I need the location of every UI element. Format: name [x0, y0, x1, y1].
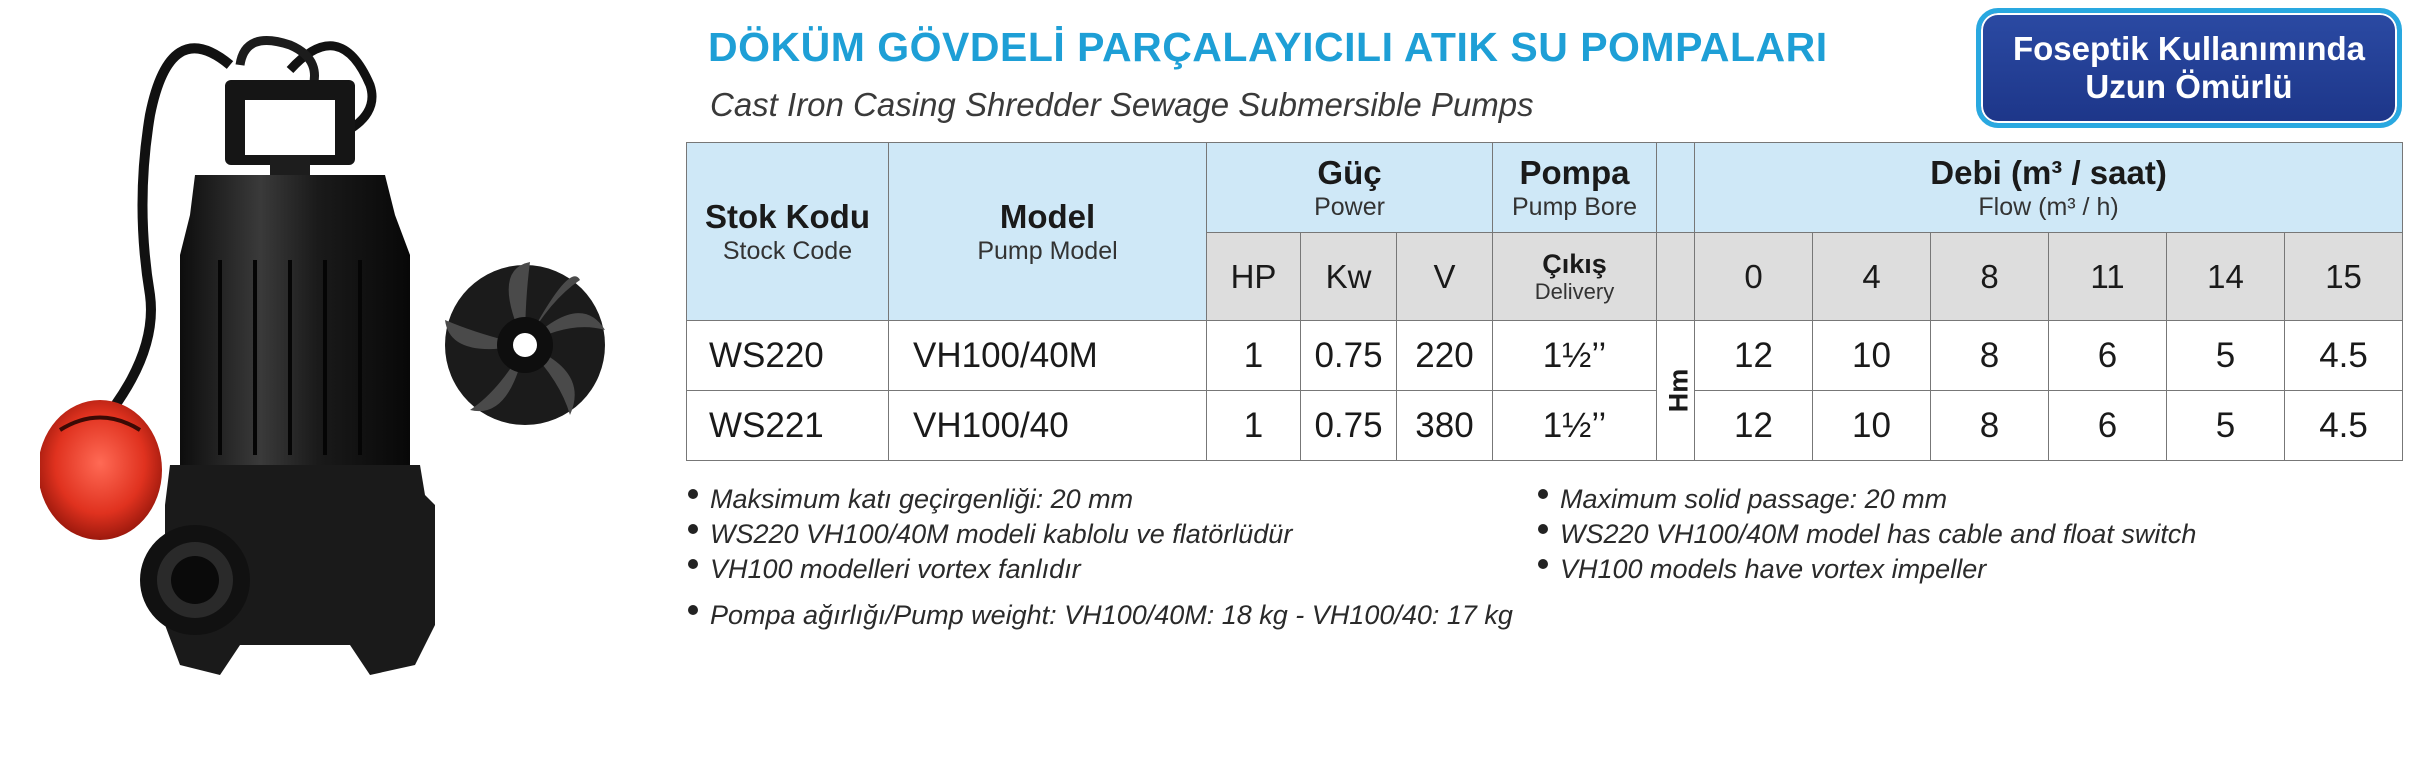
- head-label-cell: [1657, 321, 1695, 461]
- row-kw: 0.75: [1301, 321, 1397, 391]
- header-flow-14: 14: [2167, 233, 2285, 321]
- row-flow-value: 12: [1695, 391, 1813, 461]
- row-outlet: 1½’’: [1493, 321, 1657, 391]
- row-hp: 1: [1207, 321, 1301, 391]
- pump-image: [40, 25, 460, 705]
- notes-weight: [688, 598, 1513, 633]
- feature-badge: [1976, 8, 2402, 128]
- header-flow-15: 15: [2285, 233, 2403, 321]
- header-flow: Debi (m³ / saat) Flow (m³ / h): [1695, 143, 2403, 233]
- bullet-icon: [1538, 524, 1548, 534]
- header-stock-code: Stok Kodu Stock Code: [687, 143, 889, 321]
- row-flow-value: 5: [2167, 391, 2285, 461]
- list-item: VH100 modelleri vortex fanlıdır: [688, 552, 1292, 587]
- header-model: Model Pump Model: [889, 143, 1207, 321]
- badge-line-1: Foseptik Kullanımında: [2012, 30, 2366, 67]
- head-label: Hm: [1663, 368, 1694, 413]
- bullet-icon: [688, 524, 698, 534]
- bullet-icon: [1538, 559, 1548, 569]
- badge-line-2: Uzun Ömürlü: [2085, 68, 2293, 105]
- row-flow-value: 8: [1931, 391, 2049, 461]
- list-item: Maksimum katı geçirgenliği: 20 mm: [688, 482, 1292, 517]
- row-flow-value: 5: [2167, 321, 2285, 391]
- notes-turkish: [688, 482, 1292, 587]
- list-item: WS220 VH100/40M model has cable and float switch: [1538, 517, 2196, 552]
- bullet-icon: [1538, 489, 1548, 499]
- row-stock-code: WS221: [687, 391, 889, 461]
- header-spacer: [1657, 143, 1695, 233]
- row-model: VH100/40M: [889, 321, 1207, 391]
- row-flow-value: 10: [1813, 391, 1931, 461]
- row-hp: 1: [1207, 391, 1301, 461]
- row-flow-value: 4.5: [2285, 391, 2403, 461]
- row-flow-value: 12: [1695, 321, 1813, 391]
- bullet-icon: [688, 605, 698, 615]
- list-item: VH100 models have vortex impeller: [1538, 552, 2196, 587]
- list-item: Maximum solid passage: 20 mm: [1538, 482, 2196, 517]
- spec-table: [686, 142, 2403, 461]
- header-flow-11: 11: [2049, 233, 2167, 321]
- row-flow-value: 10: [1813, 321, 1931, 391]
- header-outlet: Çıkış Delivery: [1493, 233, 1657, 321]
- row-flow-value: 6: [2049, 321, 2167, 391]
- impeller-image: [430, 250, 620, 440]
- row-model: VH100/40: [889, 391, 1207, 461]
- bullet-icon: [688, 559, 698, 569]
- header-kw: Kw: [1301, 233, 1397, 321]
- header-hp: HP: [1207, 233, 1301, 321]
- header-flow-4: 4: [1813, 233, 1931, 321]
- row-kw: 0.75: [1301, 391, 1397, 461]
- table-row: [687, 391, 2403, 461]
- notes-english: [1538, 482, 2196, 587]
- bullet-icon: [688, 489, 698, 499]
- row-stock-code: WS220: [687, 321, 889, 391]
- row-v: 220: [1397, 321, 1493, 391]
- list-item: WS220 VH100/40M modeli kablolu ve flatörlüdür: [688, 517, 1292, 552]
- row-flow-value: 8: [1931, 321, 2049, 391]
- header-flow-0: 0: [1695, 233, 1813, 321]
- header-spacer-2: [1657, 233, 1695, 321]
- header-power: Güç Power: [1207, 143, 1493, 233]
- header-v: V: [1397, 233, 1493, 321]
- page-subtitle: Cast Iron Casing Shredder Sewage Submersible Pumps: [710, 86, 1534, 123]
- row-flow-value: 6: [2049, 391, 2167, 461]
- header-flow-8: 8: [1931, 233, 2049, 321]
- table-row: [687, 321, 2403, 391]
- page-title: DÖKÜM GÖVDELİ PARÇALAYICILI ATIK SU POMPALARI: [708, 24, 1828, 70]
- header-pump: Pompa Pump Bore: [1493, 143, 1657, 233]
- row-flow-value: 4.5: [2285, 321, 2403, 391]
- row-outlet: 1½’’: [1493, 391, 1657, 461]
- row-v: 380: [1397, 391, 1493, 461]
- list-item: Pompa ağırlığı/Pump weight: VH100/40M: 18 kg - VH100/40: 17 kg: [688, 598, 1513, 633]
